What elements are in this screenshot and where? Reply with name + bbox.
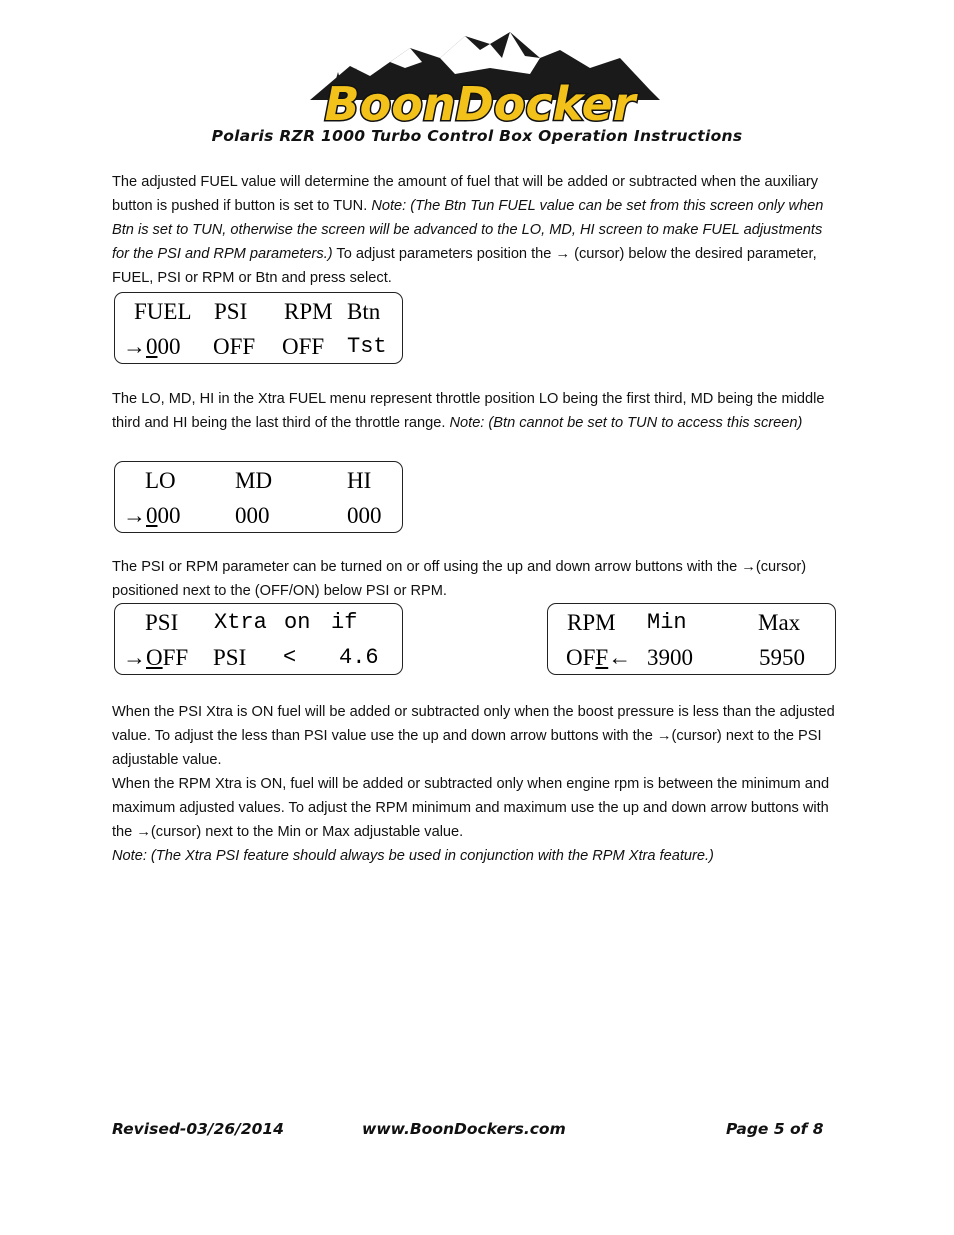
paragraph-text: The adjusted FUEL value will determine the amount of fuel that will be added or subtracted when the auxiliary button is pushed if button is set to TUN.	[112, 174, 819, 214]
lcd-label-on: on	[284, 610, 311, 635]
paragraph-rpm-xtra: When the RPM Xtra is ON, fuel will be added or subtracted only when engine rpm is between the minimum and maximum adjusted values. To adjust the RPM minimum and maximum use the up and down arrow buttons with the →(cursor) next to the Min or Max adjustable value.	[112, 776, 830, 840]
lcd-label-rpm: RPM	[567, 610, 616, 635]
paragraph-note: Note: (Btn cannot be set to TUN to access this screen)	[449, 415, 803, 431]
cursor-arrow-icon: →	[123, 334, 146, 359]
lcd-psi-screen	[114, 603, 403, 675]
paragraph-xtra	[112, 700, 838, 868]
lcd-rpm-toggle: OFF←	[566, 645, 632, 670]
document-title: Polaris RZR 1000 Turbo Control Box Operation Instructions	[211, 127, 743, 145]
lcd-label-psi: PSI	[145, 610, 179, 635]
lcd-label-fuel: FUEL	[134, 299, 192, 324]
lcd-label-if: if	[331, 610, 358, 635]
cursor-digit: 0	[146, 503, 158, 528]
lcd-md-value: 000	[235, 503, 270, 528]
lcd-psi-toggle: →OFF	[123, 645, 189, 670]
lcd-fuel-screen	[114, 292, 403, 364]
lcd-throttle-screen	[114, 461, 403, 533]
logo-wordmark: BoonDocker	[324, 77, 636, 131]
lcd-label-btn: Btn	[347, 299, 381, 324]
lcd-less-than: <	[283, 645, 297, 670]
paragraph-throttle	[112, 387, 838, 435]
lcd-label-rpm: RPM	[284, 299, 333, 324]
paragraph-note: Note: (The Btn Tun FUEL value can be set from this screen only when Btn is set to TUN, otherwise the screen will be advanced to the LO, MD, HI screen to make FUEL adjustments for the PSI and RPM parameters.)	[112, 198, 824, 262]
lcd-label-lo: LO	[145, 468, 176, 493]
footer-page-number: Page 5 of 8	[726, 1120, 824, 1138]
lcd-rpm-screen	[547, 603, 836, 675]
paragraph-toggle: The PSI or RPM parameter can be turned on or off using the up and down arrow buttons with the →(cursor) positioned next to the (OFF/ON) below PSI or RPM.	[112, 559, 807, 599]
cursor-digit: 0	[146, 334, 158, 359]
paragraph-psi-xtra: When the PSI Xtra is ON fuel will be added or subtracted only when the boost pressure is less than the adjusted value. To adjust the less than PSI value use the up and down arrow buttons with the →(cursor) next to the PSI adjustable value.	[112, 704, 835, 768]
lcd-rpm-min: 3900	[647, 645, 693, 670]
lcd-lo-value: →000	[123, 503, 181, 528]
cursor-letter: O	[146, 645, 163, 670]
footer-website: www.BoonDockers.com	[362, 1120, 566, 1138]
paragraph-text: To adjust parameters position the → (cursor) below the desired parameter, FUEL, PSI or RPM or Btn and press select.	[112, 246, 817, 286]
lcd-label-xtra: Xtra	[214, 610, 267, 635]
lcd-psi-threshold: 4.6	[339, 645, 379, 670]
cursor-arrow-icon: →	[123, 503, 146, 528]
boondocker-logo	[290, 28, 670, 132]
lcd-fuel-value: →000	[123, 334, 181, 359]
cursor-left-arrow-icon: ←	[608, 645, 632, 670]
paragraph-text: The LO, MD, HI in the Xtra FUEL menu represent throttle position LO being the first third, MD being the middle third and HI being the last third of the throttle range.	[112, 391, 825, 431]
lcd-rpm-max: 5950	[759, 645, 805, 670]
paragraph-note: Note: (The Xtra PSI feature should always be used in conjunction with the RPM Xtra feature.)	[112, 848, 714, 864]
lcd-hi-value: 000	[347, 503, 382, 528]
cursor-arrow-icon: →	[123, 645, 146, 670]
paragraph-fuel	[112, 170, 838, 290]
lcd-label-min: Min	[647, 610, 687, 635]
lcd-btn-value: Tst	[347, 334, 387, 359]
lcd-label-md: MD	[235, 468, 273, 493]
lcd-label-max: Max	[758, 610, 801, 635]
cursor-letter: F	[595, 645, 609, 670]
lcd-psi-label: PSI	[213, 645, 247, 670]
footer-revised: Revised-03/26/2014	[112, 1120, 284, 1138]
lcd-rpm-value: OFF	[282, 334, 325, 359]
lcd-psi-value: OFF	[213, 334, 256, 359]
lcd-label-psi: PSI	[214, 299, 248, 324]
mountain-logo-icon	[290, 28, 670, 132]
lcd-label-hi: HI	[347, 468, 372, 493]
